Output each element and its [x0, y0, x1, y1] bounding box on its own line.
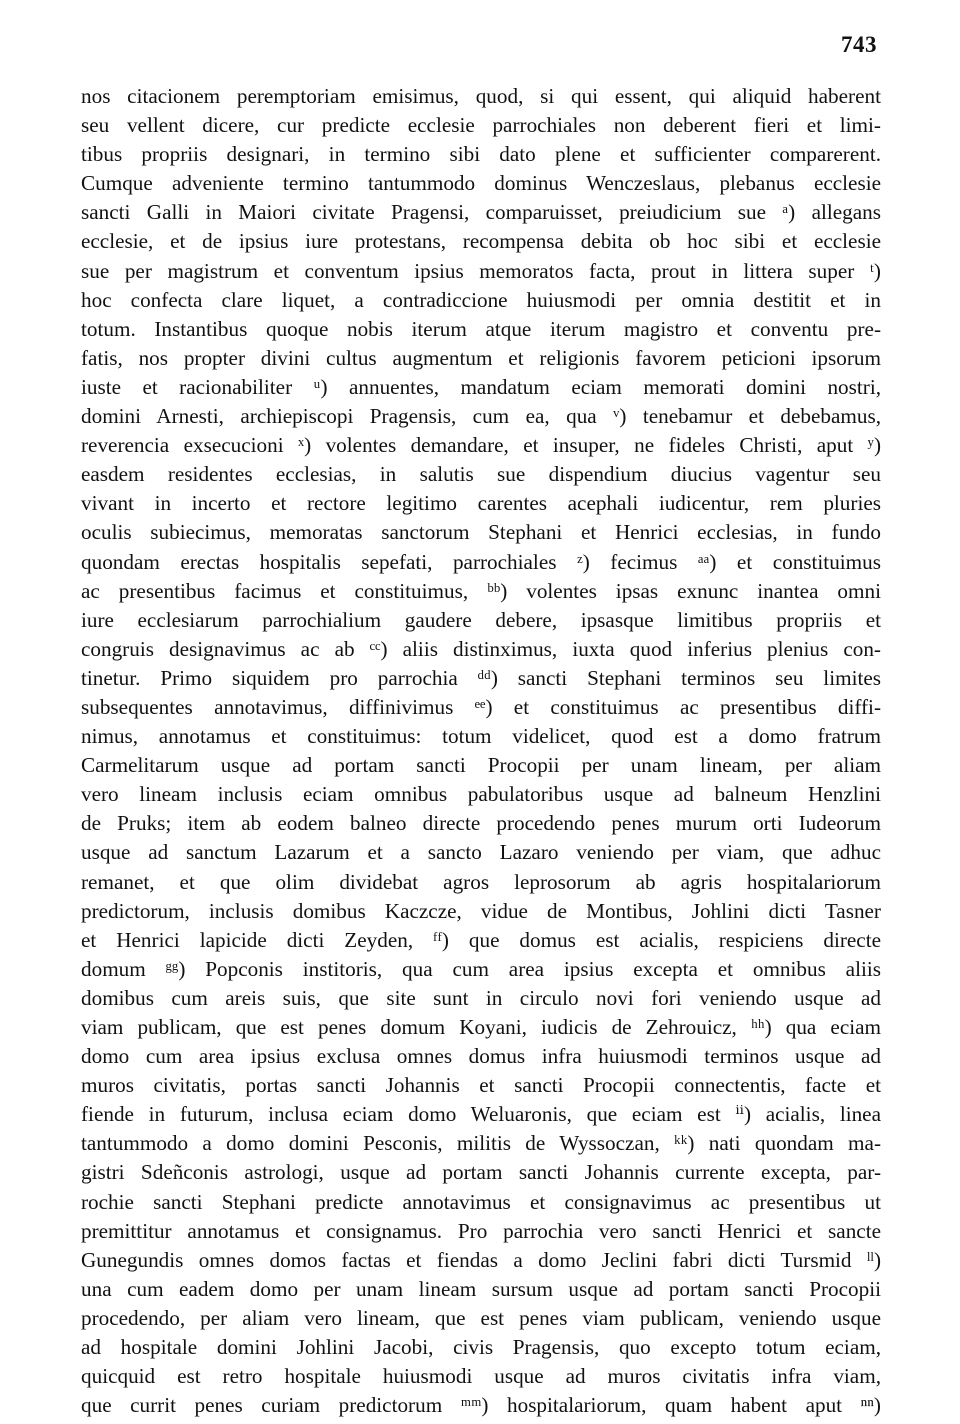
- text-line: nos citacionem peremptoriam emisimus, quod, si qui essent, qui aliquid haberent: [81, 84, 881, 108]
- text-line: congruis designavimus ac ab ᶜᶜ) aliis distinximus, iuxta quod inferius plenius con-: [81, 636, 881, 661]
- text-line: viam publicam, que est penes domum Koyani, iudicis de Zehrouicz, ʰʰ) qua eciam: [81, 1015, 881, 1039]
- text-line: fatis, nos propter divini cultus augmentum et religionis favorem peticioni ipsorum: [81, 345, 881, 370]
- text-line: tinetur. Primo siquidem pro parrochia ᵈᵈ) sancti Stephani terminos seu limites: [81, 665, 881, 690]
- text-line: ac presentibus facimus et constituimus, ᵇᵇ) volentes ipsas exnunc inantea omni: [81, 578, 881, 603]
- text-line: iure ecclesiarum parrochialium gaudere debere, ipsasque limitibus propriis et: [81, 607, 881, 632]
- text-line: sancti Galli in Maiori civitate Pragensi, comparuisset, preiudicium sue ᵃ) allegans: [81, 200, 881, 225]
- text-line: tantummodo a domo domini Pesconis, militis de Wyssoczan, ᵏᵏ) nati quondam ma-: [81, 1131, 881, 1156]
- text-line: reverencia exsecucioni ˣ) volentes demandare, et insuper, ne fideles Christi, aput ʸ): [81, 433, 881, 458]
- text-line: que currit penes curiam predictorum ᵐᵐ) hospitalariorum, quam habent aput ⁿⁿ): [81, 1393, 881, 1418]
- text-line: rochie sancti Stephani predicte annotavimus et consignavimus ac presentibus ut: [81, 1189, 881, 1214]
- text-line: nimus, annotamus et constituimus: totum videlicet, quod est a domo fratrum: [81, 724, 881, 749]
- page-number: 743: [841, 32, 877, 57]
- text-line: domo cum area ipsius exclusa omnes domus infra huiusmodi terminos usque ad: [81, 1044, 881, 1069]
- text-line: ad hospitale domini Johlini Jacobi, civis Pragensis, quo excepto totum eciam,: [81, 1335, 881, 1360]
- text-line: fiende in futurum, inclusa eciam domo Weluaronis, que eciam est ⁱⁱ) acialis, linea: [81, 1102, 881, 1127]
- text-line: remanet, et que olim dividebat agros leprosorum ab agris hospitalariorum: [81, 869, 881, 894]
- text-line: ecclesie, et de ipsius iure protestans, recompensa debita ob hoc sibi et ecclesie: [81, 229, 881, 254]
- text-line: sue per magistrum et conventum ipsius memoratos facta, prout in littera super ᵗ): [81, 258, 881, 283]
- text-line: quondam erectas hospitalis sepefati, parrochiales ᶻ) fecimus ᵃᵃ) et constituimus: [81, 549, 881, 574]
- text-line: oculis subiecimus, memoratas sanctorum Stephani et Henrici ecclesias, in fundo: [81, 520, 881, 545]
- text-line: gistri Sdeñconis astrologi, usque ad portam sancti Johannis currente excepta, par-: [81, 1160, 881, 1185]
- text-line: una cum eadem domo per unam lineam sursum usque ad portam sancti Procopii: [81, 1276, 881, 1301]
- text-line: hoc confecta clare liquet, a contradiccione huiusmodi per omnia destitit et in: [81, 287, 881, 312]
- text-line: Cumque adveniente termino tantummodo dominus Wenczeslaus, plebanus ecclesie: [81, 171, 881, 196]
- text-line: domibus cum areis suis, que site sunt in circulo novi fori veniendo usque ad: [81, 985, 881, 1010]
- text-line: predictorum, inclusis domibus Kaczcze, vidue de Montibus, Johlini dicti Tasner: [81, 898, 881, 923]
- text-line: seu vellent dicere, cur predicte ecclesie parrochiales non deberent fieri et limi-: [81, 113, 881, 138]
- text-line: Carmelitarum usque ad portam sancti Procopii per unam lineam, per aliam: [81, 753, 881, 778]
- text-line: domini Arnesti, archiepiscopi Pragensis, cum ea, qua ᵛ) tenebamur et debebamus,: [81, 404, 881, 429]
- text-line: quicquid est retro hospitale huiusmodi usque ad muros civitatis infra viam,: [81, 1364, 881, 1389]
- text-line: totum. Instantibus quoque nobis iterum atque iterum magistro et conventu pre-: [81, 316, 881, 341]
- text-line: et Henrici lapicide dicti Zeyden, ᶠᶠ) que domus est acialis, respiciens directe: [81, 927, 881, 952]
- text-line: vero lineam inclusis eciam omnibus pabulatoribus usque ad balneum Henzlini: [81, 782, 881, 807]
- text-line: easdem residentes ecclesias, in salutis sue dispendium diucius vagentur seu: [81, 462, 881, 487]
- text-line: subsequentes annotavimus, diffinivimus ᵉᵉ) et constituimus ac presentibus diffi-: [81, 694, 881, 719]
- text-line: tibus propriis designari, in termino sibi dato plene et sufficienter comparerent.: [81, 142, 881, 167]
- text-line: de Pruks; item ab eodem balneo directe procedendo penes murum orti Iudeorum: [81, 811, 881, 836]
- text-line: premittitur annotamus et consignamus. Pro parrochia vero sancti Henrici et sancte: [81, 1218, 881, 1243]
- text-line: vivant in incerto et rectore legitimo carentes acephali iudicentur, rem pluries: [81, 491, 881, 516]
- body-text: [81, 82, 881, 1420]
- text-line: domum ᵍᵍ) Popconis institoris, qua cum area ipsius excepta et omnibus aliis: [81, 956, 881, 981]
- text-line: iuste et racionabiliter ᵘ) annuentes, mandatum eciam memorati domini nostri,: [81, 374, 881, 399]
- text-line: procedendo, per aliam vero lineam, que est penes viam publicam, veniendo usque: [81, 1305, 881, 1330]
- text-line: Gunegundis omnes domos factas et fiendas a domo Jeclini fabri dicti Tursmid ˡˡ): [81, 1247, 881, 1272]
- text-line: muros civitatis, portas sancti Johannis et sancti Procopii connectentis, facte et: [81, 1073, 881, 1098]
- text-line: usque ad sanctum Lazarum et a sancto Lazaro veniendo per viam, que adhuc: [81, 840, 881, 865]
